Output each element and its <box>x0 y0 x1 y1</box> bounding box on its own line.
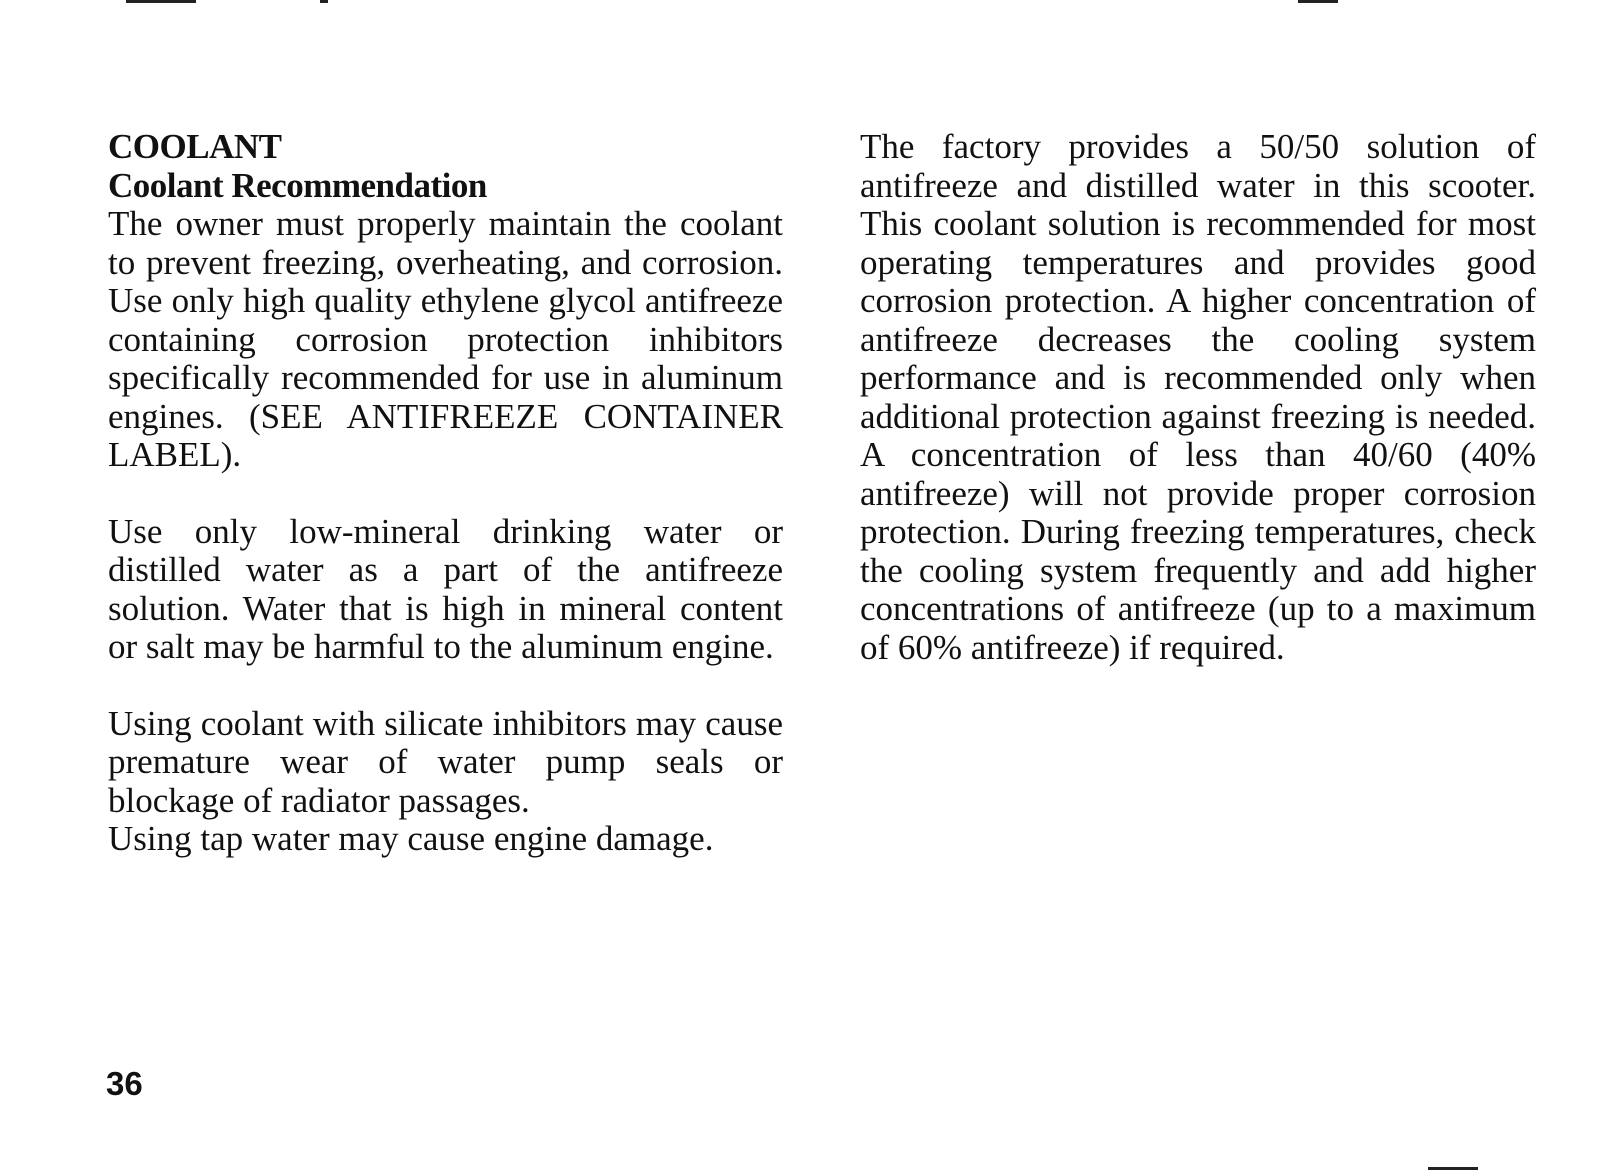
subsection-title: Coolant Recommendation <box>108 165 487 205</box>
paragraph: Using coolant with silicate inhibitors may cause premature wear of water pump seals or blockage of radiator passages. <box>108 703 783 820</box>
scan-edge-mark <box>320 0 328 3</box>
paragraph: Using tap water may cause engine damage. <box>108 819 714 858</box>
paragraph: Use only low-mineral drinking water or distilled water as a part of the antifreeze solution. Water that is high in mineral content or salt may be harmful to the aluminum engine. <box>108 511 783 666</box>
paragraph: The owner must properly maintain the coolant to prevent freezing, overheating, and corrosion. Use only high quality ethylene glycol antifreeze containing corrosion protection inhibitors specifically recommended for use in aluminum engines. (SEE ANTIFREEZE CONTAINER LABEL). <box>108 204 783 474</box>
scan-edge-mark <box>1298 0 1338 3</box>
right-column <box>860 128 1536 667</box>
scan-edge-mark <box>126 0 196 3</box>
page-number: 36 <box>106 1065 143 1102</box>
scan-edge-mark <box>1428 1167 1478 1170</box>
section-title: COOLANT <box>108 127 282 166</box>
paragraph: The factory provides a 50/50 solution of antifreeze and distilled water in this scooter. This coolant solution is recommended for most operating temperatures and provides good corrosion protection. A higher concentration of antifreeze decreases the cooling system performance and is recommended only when additional protection against freezing is needed. A concentration of less than 40/60 (40% antifreeze) will not provide proper corrosion protection. During freezing temperatures, check the cooling system frequently and add higher concentrations of antifreeze (up to a maximum of 60% antifreeze) if required. <box>860 127 1536 667</box>
left-column <box>108 128 783 859</box>
